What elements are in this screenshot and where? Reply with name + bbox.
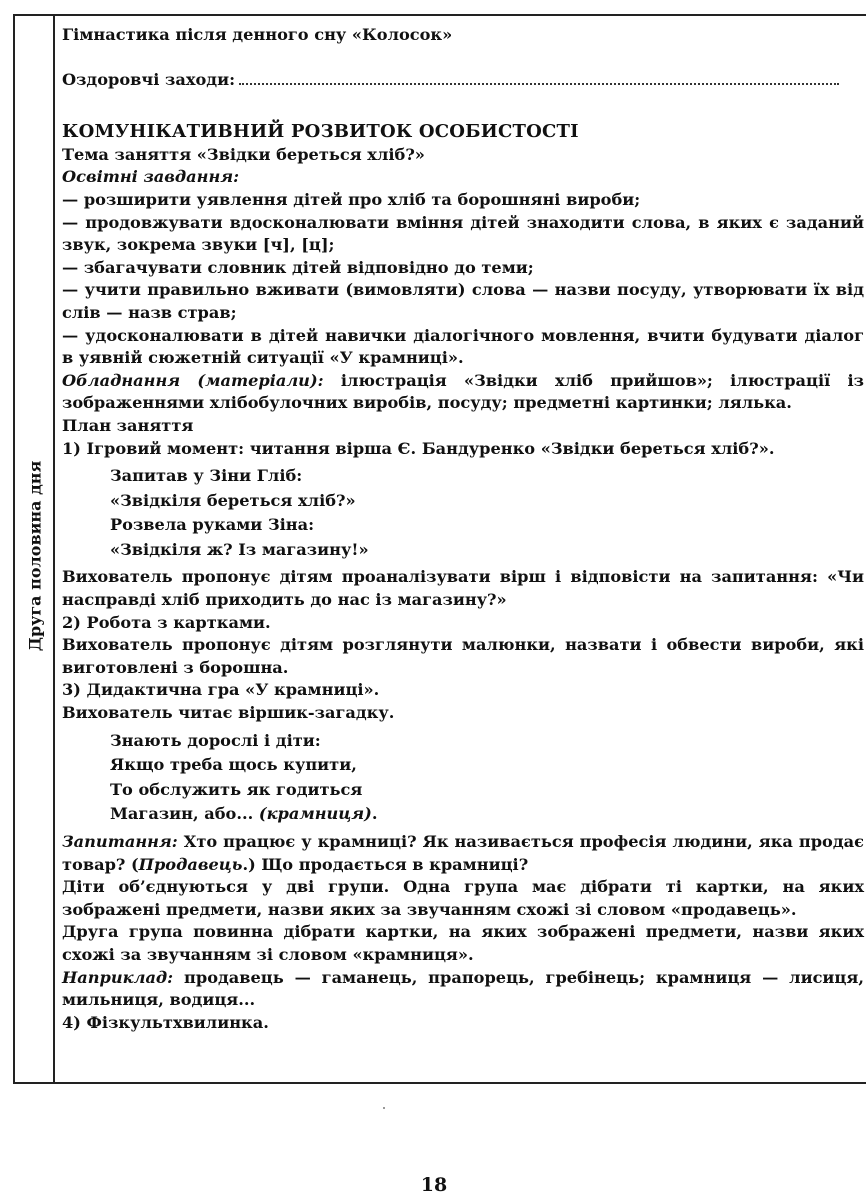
verse-end: . xyxy=(371,804,378,824)
health-label: Оздоровчі заходи: xyxy=(62,69,236,89)
questions xyxy=(62,831,864,876)
gym-line: Гімнастика після денного сну «Колосок» xyxy=(62,25,453,44)
task-item: — учити правильно вживати (вимовляти) слова — назви посуду, утворювати їх від слів — назв страв; xyxy=(62,280,864,322)
verse-line: Запитав у Зіни Гліб: xyxy=(110,466,303,486)
dotted-fill-line xyxy=(239,71,839,85)
task-item: — розширити уявлення дітей про хліб та борошняні вироби; xyxy=(62,189,641,209)
verse-line: Якщо треба щось купити, xyxy=(110,755,357,775)
verse-line: Розвела руками Зіна: xyxy=(110,515,315,535)
questions-answer: Продавець xyxy=(138,854,243,874)
questions-text: Хто працює у крамниці? Як називається професія людини, яка продає товар? ( xyxy=(62,832,864,874)
equipment-text: ілюстрація «Звідки хліб прийшов»; ілюстрації із зображеннями хлібобулочних виробів, посуду; предметні картинки; лялька. xyxy=(62,370,865,413)
questions-text-end: .) Що продається в крамниці? xyxy=(242,854,529,874)
step-3: 3) Дидактична гра «У крамниці». xyxy=(62,680,380,700)
verse-line: «Звідкіля ж? Із магазину!» xyxy=(110,539,369,559)
equipment-label: Обладнання (матеріали): xyxy=(62,370,324,390)
content-area xyxy=(62,24,864,1034)
verse-1 xyxy=(62,464,864,562)
verse-line: Знають дорослі і діти: xyxy=(110,730,321,750)
paragraph-cards: Вихователь пропонує дітям розглянути малюнки, назвати і обвести вироби, які виготовлені з борошна. xyxy=(62,635,864,677)
equipment xyxy=(62,370,864,415)
lesson-topic: Тема заняття «Звідки береться хліб?» xyxy=(62,144,425,164)
section-title: КОМУНІКАТИВНИЙ РОЗВИТОК ОСОБИСТОСТІ xyxy=(62,121,579,143)
sidebar-label: Друга половина дня xyxy=(25,460,45,652)
paragraph-analyze: Вихователь пропонує дітям проаналізувати вірш і відповісти на запитання: «Чи насправді хліб приходить до нас із магазину?» xyxy=(62,567,864,610)
verse-text: Магазин, або... xyxy=(110,804,259,824)
task-item: — продовжувати вдосконалювати вміння дітей знаходити слова, в яких є заданий звук, зокрема звуки [ч], [ц]; xyxy=(62,212,864,255)
plan-heading: План заняття xyxy=(62,415,194,435)
verse-line: «Звідкіля береться хліб?» xyxy=(110,490,356,510)
example xyxy=(62,967,864,1012)
tasks-heading: Освітні завдання: xyxy=(62,167,240,187)
scan-speck xyxy=(383,1107,385,1109)
task-item: — удосконалювати в дітей навички діалогічного мовлення, вчити будувати діалог в уявній сюжетній ситуації «У крамниці». xyxy=(62,325,864,368)
verse-2 xyxy=(62,729,864,827)
example-label: Наприклад: xyxy=(62,967,174,987)
questions-label: Запитання: xyxy=(62,832,178,851)
paragraph-groups-1: Діти об’єднуються у дві групи. Одна група має дібрати ті картки, на яких зображені предмети, назви яких за звучанням схожі зі словом «продавець». xyxy=(62,877,864,919)
verse-line: То обслужить як годиться xyxy=(110,779,363,799)
step-4: 4) Фізкультхвилинка. xyxy=(62,1012,269,1032)
task-item: — збагачувати словник дітей відповідно до теми; xyxy=(62,257,534,277)
health-line xyxy=(62,69,864,92)
step-2: 2) Робота з картками. xyxy=(62,612,271,632)
paragraph-groups-2: Друга група повинна дібрати картки, на яких зображені предмети, назви яких схожі за звучанням зі словом «крамниця». xyxy=(62,922,864,964)
paragraph-riddle: Вихователь читає віршик-загадку. xyxy=(62,703,395,723)
example-text: продавець — гаманець, прапорець, гребінець; крамниця — лисиця, мильниця, водиця... xyxy=(62,967,864,1010)
page-number: 18 xyxy=(420,1174,448,1196)
sidebar-column xyxy=(15,16,55,1082)
step-1: 1) Ігровий момент: читання вірша Є. Бандуренко «Звідки береться хліб?». xyxy=(62,438,775,458)
verse-answer: (крамниця) xyxy=(258,804,372,824)
verse-line-last xyxy=(110,802,864,827)
page-frame xyxy=(13,14,866,1084)
